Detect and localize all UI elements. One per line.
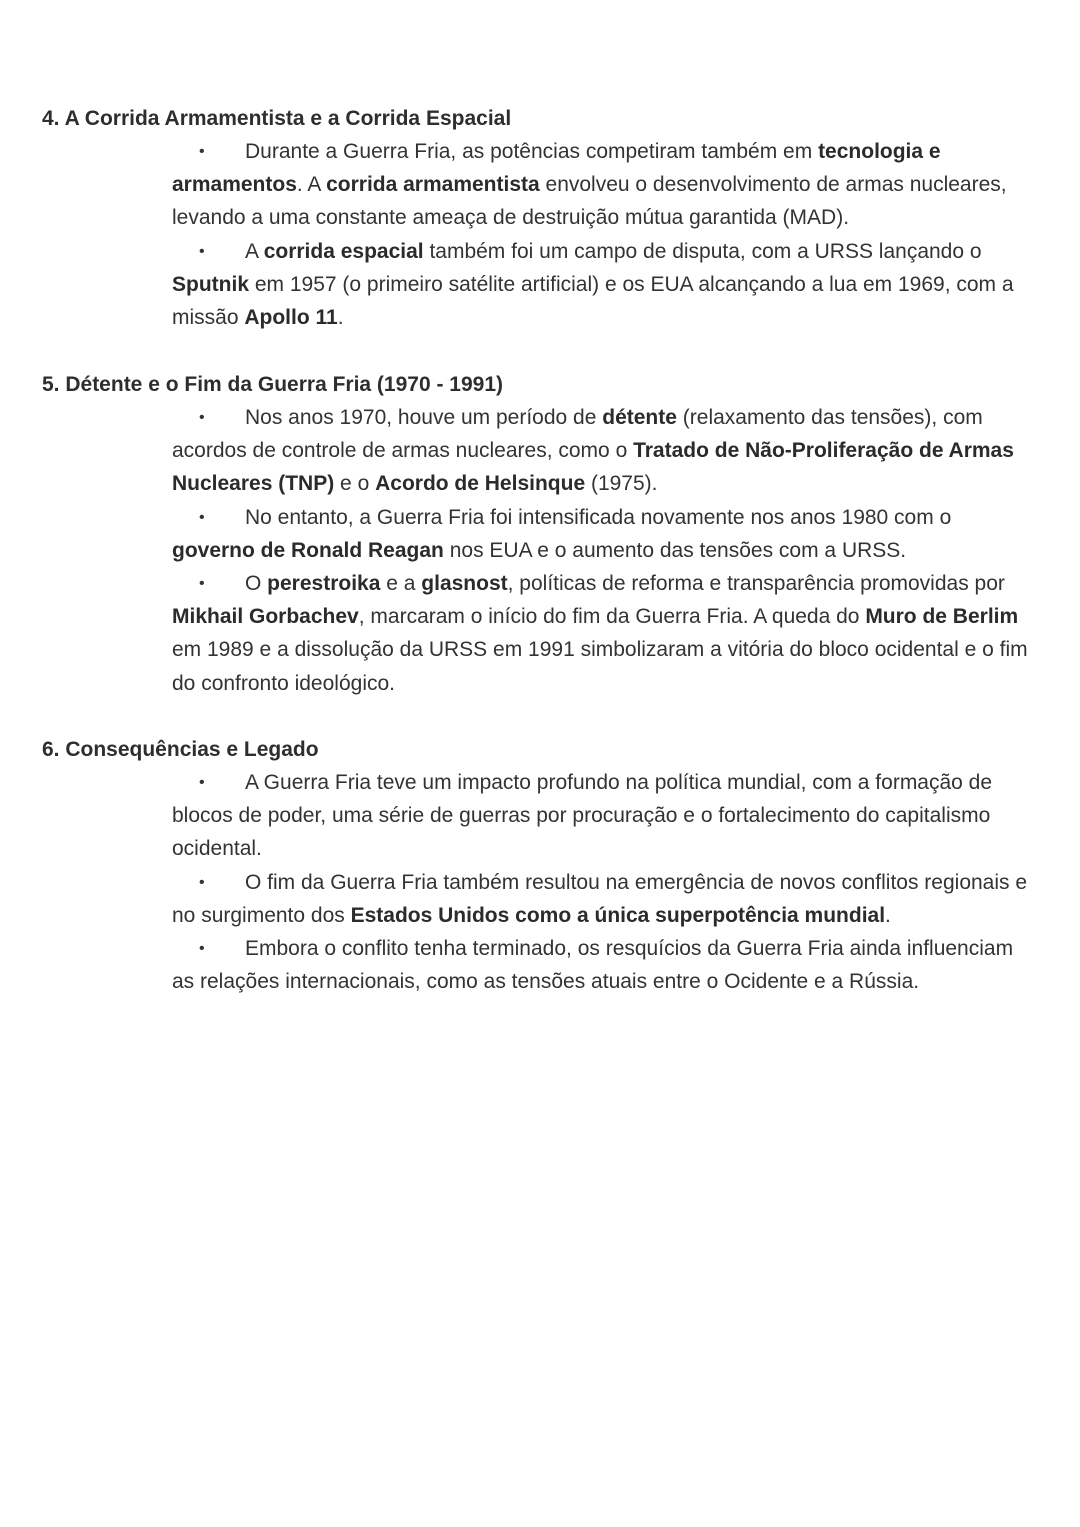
bold-text: tecnologia e armamentos <box>172 140 941 197</box>
bullet-icon: • <box>199 409 205 426</box>
bullet-icon: • <box>199 873 205 891</box>
body-text: No entanto, a Guerra Fria foi intensificada novamente nos anos 1980 com o <box>245 505 952 529</box>
bold-text: perestroika <box>267 572 381 596</box>
bold-text: Muro de Berlim <box>865 605 1019 629</box>
body-text: A Guerra Fria teve um impacto profundo na política mundial, com a formação de blocos de poder, uma série de guerras por procuração e o fortalecimento do capitalismo ocidental. <box>172 771 993 861</box>
bullet-list <box>42 135 1042 334</box>
bold-text: Acordo de Helsinque <box>375 472 586 496</box>
bullet-list <box>42 766 1042 998</box>
bold-text: Sputnik <box>172 272 249 296</box>
section-heading: 4. A Corrida Armamentista e a Corrida Espacial <box>42 107 512 130</box>
section-consequences <box>42 733 1042 998</box>
bold-text: governo de Ronald Reagan <box>172 538 444 562</box>
body-text: . <box>885 903 891 927</box>
bold-text: Estados Unidos como a única superpotência mundial <box>350 903 886 927</box>
body-text: em 1989 e a dissolução da URSS em 1991 simbolizaram a vitória do bloco ocidental e o fim do confronto ideológico. <box>172 638 1028 695</box>
bold-text: Mikhail Gorbachev <box>172 605 359 629</box>
body-text: . <box>337 306 344 330</box>
bold-text: corrida armamentista <box>326 173 540 197</box>
body-text: (1975). <box>585 472 658 496</box>
body-text: , políticas de reforma e transparência promovidas por <box>507 572 1005 596</box>
section-heading: 5. Détente e o Fim da Guerra Fria (1970 - 1991) <box>42 373 504 396</box>
bullet-icon: • <box>199 242 205 260</box>
list-item <box>172 932 1034 998</box>
body-text: nos EUA e o aumento das tensões com a URSS. <box>443 538 907 562</box>
body-text: Nos anos 1970, houve um período de <box>245 406 603 429</box>
body-text: e a <box>380 572 422 596</box>
bold-text: Tratado de Não-Proliferação de Armas Nucleares (TNP) <box>172 439 1014 496</box>
body-text: (relaxamento das tensões), com acordos de controle de armas nucleares, como o <box>172 406 983 463</box>
body-text: Durante a Guerra Fria, as potências competiram também em <box>245 140 819 163</box>
body-text: A <box>245 239 264 263</box>
body-text: , marcaram o início do fim da Guerra Fria. A queda do <box>358 605 866 629</box>
body-text: O <box>245 572 268 596</box>
bold-text: glasnost <box>421 572 508 596</box>
list-item <box>172 401 1034 501</box>
bullet-list <box>42 401 1042 700</box>
bold-text: corrida espacial <box>263 239 424 263</box>
body-text: . A <box>296 173 327 197</box>
list-item <box>172 135 1034 235</box>
bullet-icon: • <box>199 575 205 593</box>
section-detente <box>42 368 1042 700</box>
bold-text: détente <box>602 406 677 429</box>
body-text: e o <box>334 472 376 496</box>
section-arms-space-race <box>42 102 1042 334</box>
bullet-icon: • <box>199 774 205 791</box>
list-item <box>172 235 1034 335</box>
bullet-icon: • <box>199 143 205 160</box>
body-text: O fim da Guerra Fria também resultou na emergência de novos conflitos regionais e no surgimento dos <box>172 870 1028 927</box>
section-heading: 6. Consequências e Legado <box>42 738 319 761</box>
list-item <box>172 766 1034 866</box>
list-item <box>172 567 1034 700</box>
body-text: envolveu o desenvolvimento de armas nucleares, levando a uma constante ameaça de destruição mútua garantida (MAD). <box>172 173 1007 230</box>
list-item <box>172 866 1034 932</box>
bullet-icon: • <box>199 940 205 958</box>
bullet-icon: • <box>199 508 205 526</box>
body-text: em 1957 (o primeiro satélite artificial) e os EUA alcançando a lua em 1969, com a missão <box>172 272 1014 330</box>
body-text: Embora o conflito tenha terminado, os resquícios da Guerra Fria ainda influenciam as relações internacionais, como as tensões atuais entre o Ocidente e a Rússia. <box>172 937 1014 994</box>
list-item <box>172 501 1034 567</box>
bold-text: Apollo 11 <box>244 306 338 330</box>
body-text: também foi um campo de disputa, com a URSS lançando o <box>423 239 982 263</box>
